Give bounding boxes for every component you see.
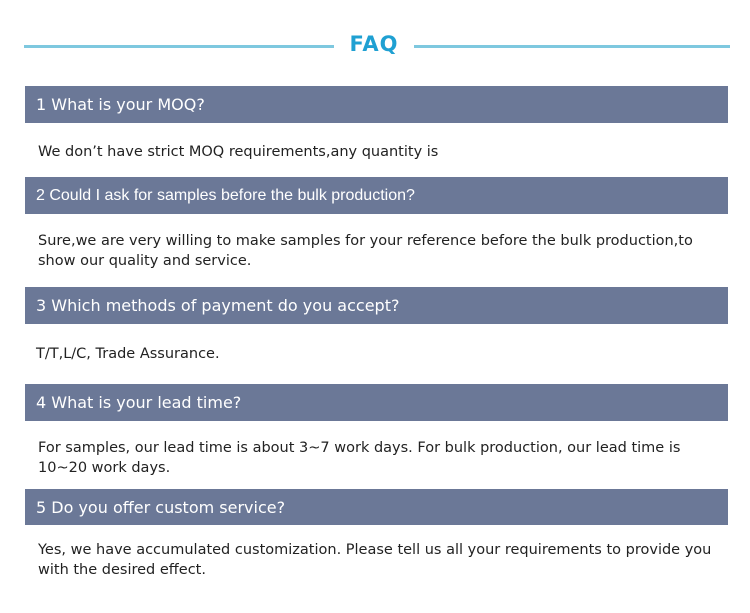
faq-answer-3: T/T,L/C, Trade Assurance. <box>36 346 220 362</box>
faq-answer-4: For samples, our lead time is about 3~7 work days. For bulk production, our lead time is 10~20 work days. <box>38 440 681 476</box>
faq-answer-5: Yes, we have accumulated customization. Please tell us all your requirements to provide you with the desired effect. <box>38 542 712 578</box>
faq-question-4: 4 What is your lead time? <box>25 384 728 421</box>
page-title: FAQ <box>349 32 399 56</box>
header-divider-left <box>24 45 334 48</box>
faq-question-2: 2 Could I ask for samples before the bulk production? <box>25 177 728 214</box>
faq-question-1: 1 What is your MOQ? <box>25 86 728 123</box>
faq-answer-2: Sure,we are very willing to make samples for your reference before the bulk production,to show our quality and service. <box>38 233 693 269</box>
header-divider-right <box>414 45 730 48</box>
faq-answer-1: We don’t have strict MOQ requirements,any quantity is <box>38 144 439 160</box>
faq-question-3: 3 Which methods of payment do you accept? <box>25 287 728 324</box>
faq-question-5: 5 Do you offer custom service? <box>25 489 728 525</box>
faq-header <box>0 30 750 62</box>
